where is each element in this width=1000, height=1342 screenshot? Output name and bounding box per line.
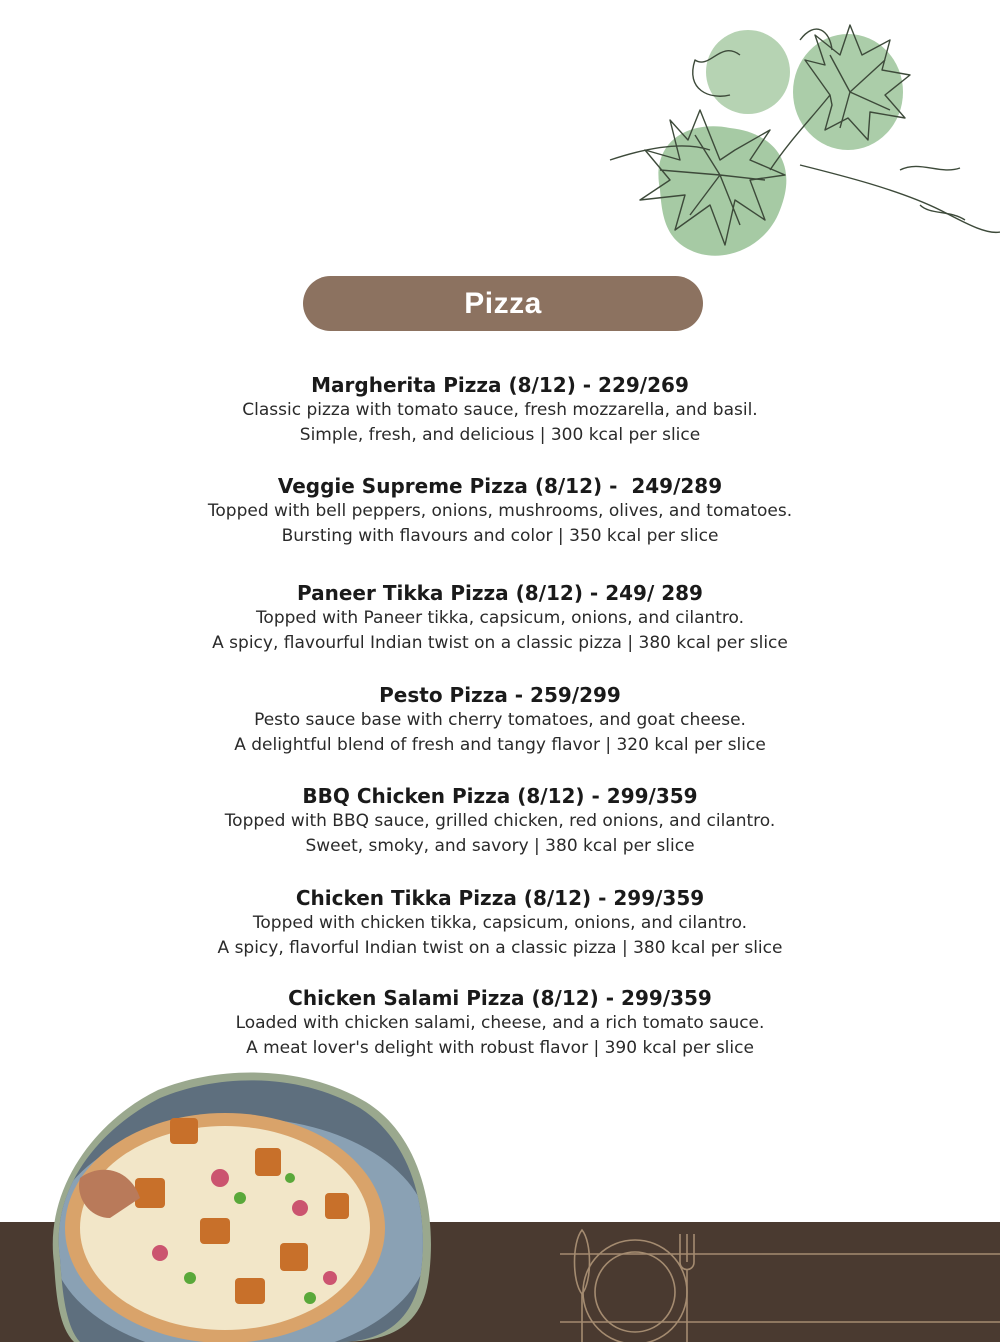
item-description: Simple, fresh, and delicious | 300 kcal per slice [299, 425, 701, 445]
menu-item [0, 372, 1000, 448]
cutlery-plate-icon [560, 1222, 1000, 1342]
item-title: Chicken Tikka Pizza (8/12) - 299/359 [295, 886, 705, 910]
item-description: Topped with BBQ sauce, grilled chicken, red onions, and cilantro. [224, 811, 776, 831]
item-description: A delightful blend of fresh and tangy flavor | 320 kcal per slice [234, 735, 766, 755]
item-title: Pesto Pizza - 259/299 [379, 683, 621, 707]
item-title: Margherita Pizza (8/12) - 229/269 [311, 373, 689, 397]
item-description: Topped with chicken tikka, capsicum, onions, and cilantro. [252, 913, 748, 933]
item-description: Topped with bell peppers, onions, mushrooms, olives, and tomatoes. [207, 501, 793, 521]
item-title: Veggie Supreme Pizza (8/12) - 249/289 [277, 474, 723, 498]
item-title: Paneer Tikka Pizza (8/12) - 249/ 289 [297, 581, 703, 605]
item-description: Bursting with flavours and color | 350 kcal per slice [281, 526, 719, 546]
menu-item [0, 473, 1000, 549]
menu-item [0, 783, 1000, 859]
item-description: Classic pizza with tomato sauce, fresh mozzarella, and basil. [242, 400, 758, 420]
leaf-sketch-icon [600, 0, 1000, 280]
menu-item [0, 985, 1000, 1061]
menu-item [0, 885, 1000, 961]
menu-item [0, 580, 1000, 656]
menu-item [0, 682, 1000, 758]
item-description: Loaded with chicken salami, cheese, and a rich tomato sauce. [235, 1013, 765, 1033]
item-description: Sweet, smoky, and savory | 380 kcal per slice [305, 836, 695, 856]
item-description: A spicy, flavourful Indian twist on a classic pizza | 380 kcal per slice [212, 633, 788, 653]
section-title: Pizza [464, 286, 542, 320]
item-title: BBQ Chicken Pizza (8/12) - 299/359 [302, 784, 698, 808]
item-title: Chicken Salami Pizza (8/12) - 299/359 [288, 986, 712, 1010]
section-header [303, 276, 703, 331]
item-description: A spicy, flavorful Indian twist on a classic pizza | 380 kcal per slice [217, 938, 783, 958]
item-description: Pesto sauce base with cherry tomatoes, and goat cheese. [254, 710, 746, 730]
item-description: A meat lover's delight with robust flavor | 390 kcal per slice [246, 1038, 754, 1058]
item-description: Topped with Paneer tikka, capsicum, onions, and cilantro. [255, 608, 745, 628]
pizza-photo [40, 1068, 440, 1342]
